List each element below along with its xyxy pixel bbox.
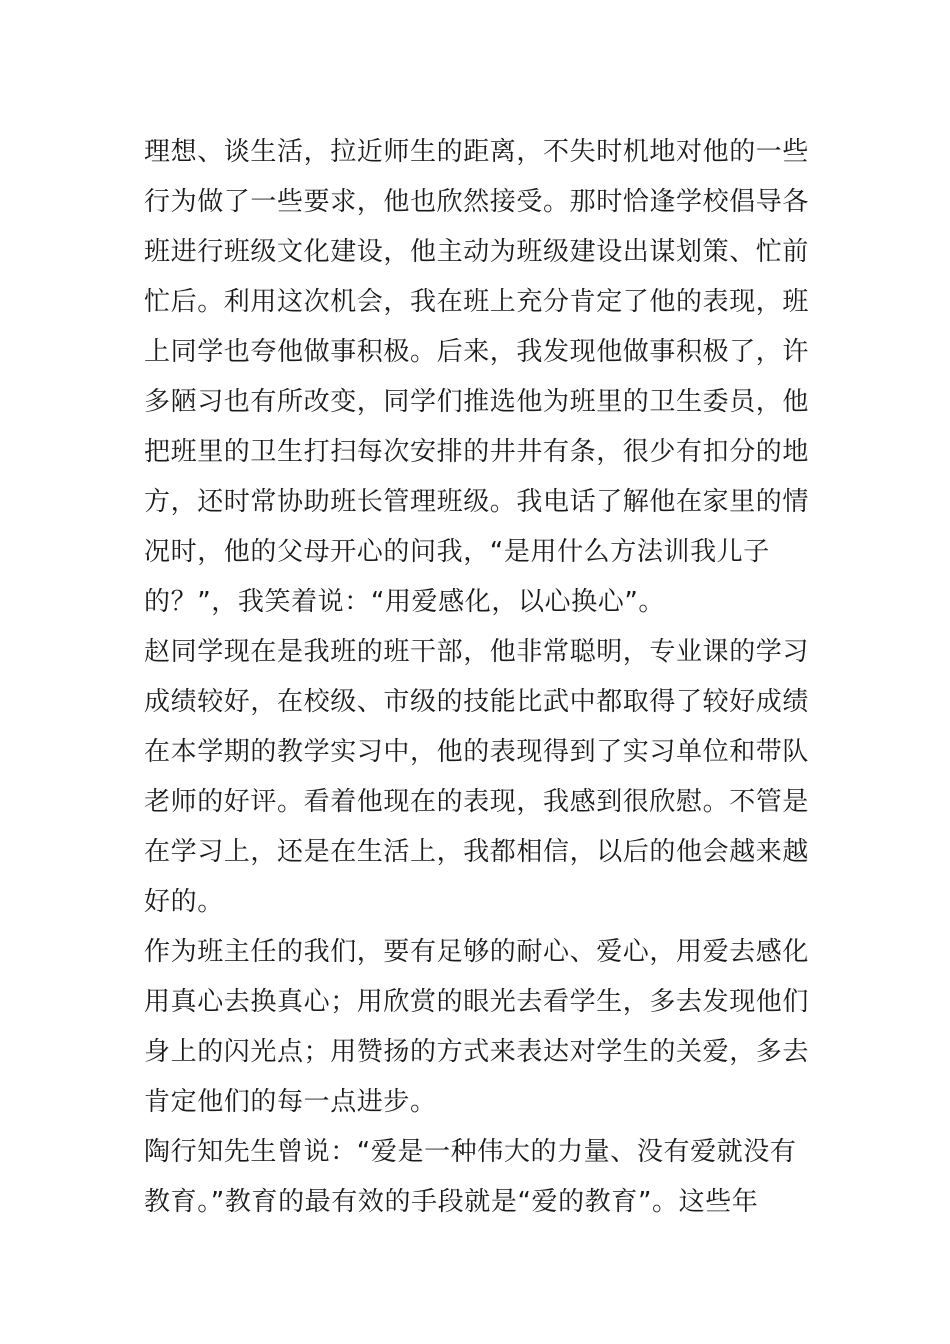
text-line: 把班里的卫生打扫每次安排的井井有条，很少有扣分的地 — [144, 437, 810, 467]
text-line: 好的。 — [144, 887, 224, 917]
text-line: 在学习上，还是在生活上，我都相信，以后的他会越来越 — [144, 837, 810, 867]
text-line: 多陋习也有所改变，同学们推选他为班里的卫生委员，他 — [144, 387, 810, 417]
text-line: 的？”，我笑着说：“用爱感化，以心换心”。 — [144, 587, 666, 617]
text-line: 赵同学现在是我班的班干部，他非常聪明，专业课的学习 — [144, 637, 810, 667]
text-line: 班进行班级文化建设，他主动为班级建设出谋划策、忙前 — [144, 237, 810, 267]
text-line: 老师的好评。看着他现在的表现，我感到很欣慰。不管是 — [144, 787, 810, 817]
text-line: 忙后。利用这次机会，我在班上充分肯定了他的表现，班 — [144, 287, 810, 317]
text-line: 用真心去换真心；用欣赏的眼光去看学生，多去发现他们 — [144, 987, 810, 1017]
text-line: 陶行知先生曾说：“爱是一种伟大的力量、没有爱就没有 — [144, 1137, 797, 1167]
document-body — [144, 127, 814, 1227]
text-line: 在本学期的教学实习中，他的表现得到了实习单位和带队 — [144, 737, 810, 767]
text-line: 成绩较好，在校级、市级的技能比武中都取得了较好成绩 — [144, 687, 810, 717]
text-line: 况时，他的父母开心的问我，“是用什么方法训我儿子 — [144, 537, 770, 567]
text-line: 行为做了一些要求，他也欣然接受。那时恰逢学校倡导各 — [144, 187, 810, 217]
text-line: 方，还时常协助班长管理班级。我电话了解他在家里的情 — [144, 487, 810, 517]
text-line: 教育。”教育的最有效的手段就是“爱的教育”。这些年 — [144, 1187, 759, 1217]
text-line: 作为班主任的我们，要有足够的耐心、爱心，用爱去感化 — [144, 937, 810, 967]
text-line: 身上的闪光点；用赞扬的方式来表达对学生的关爱，多去 — [144, 1037, 810, 1067]
text-line: 上同学也夸他做事积极。后来，我发现他做事积极了，许 — [144, 337, 810, 367]
text-line: 肯定他们的每一点进步。 — [144, 1087, 437, 1117]
text-line: 理想、谈生活，拉近师生的距离，不失时机地对他的一些 — [144, 137, 810, 167]
